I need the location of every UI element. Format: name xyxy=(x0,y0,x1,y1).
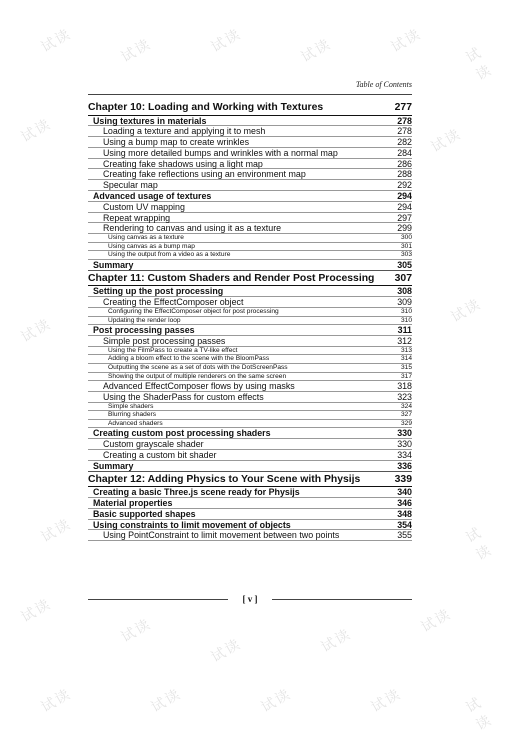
toc-entry-page: 284 xyxy=(397,147,412,158)
toc-entry-sub xyxy=(88,159,412,170)
toc-entry-title: Creating a custom bit shader xyxy=(103,450,217,461)
toc-entry-title: Using the output from a video as a texture xyxy=(108,251,231,259)
toc-entry-title: Rendering to canvas and using it as a texture xyxy=(103,223,282,234)
toc-entry-title: Material properties xyxy=(93,497,173,508)
toc-entry-sub xyxy=(88,126,412,137)
toc-entry-title: Custom grayscale shader xyxy=(103,439,204,450)
footer-rule-right xyxy=(272,599,412,600)
toc-entry-page: 314 xyxy=(400,355,412,363)
watermark-text: 试读 xyxy=(368,685,405,716)
toc-entry-title: Setting up the post processing xyxy=(93,286,224,297)
toc-entry-title: Simple post processing passes xyxy=(103,335,226,346)
toc-entry-title: Summary xyxy=(93,260,134,271)
page-number: [ v ] xyxy=(242,594,258,604)
toc-entry-sub xyxy=(88,381,412,392)
toc-entry-chapter xyxy=(88,473,412,488)
watermark-text: 试读 xyxy=(418,605,455,636)
toc-entry-section xyxy=(88,260,412,271)
toc-entry-section xyxy=(88,428,412,439)
toc-entry-subsub xyxy=(88,317,412,326)
toc-entry-page: 323 xyxy=(397,391,412,402)
toc-entry-page: 286 xyxy=(397,158,412,169)
toc-entry-section xyxy=(88,286,412,297)
toc-entry-subsub xyxy=(88,347,412,356)
toc-entry-title: Outputting the scene as a set of dots with the DotScreenPass xyxy=(108,363,288,371)
toc-entry-title: Using textures in materials xyxy=(93,115,207,126)
toc-entry-page: 315 xyxy=(400,363,412,371)
toc-entry-page: 348 xyxy=(397,508,412,519)
toc-entry-title: Basic supported shapes xyxy=(93,508,196,519)
toc-entry-page: 317 xyxy=(400,372,412,380)
toc-entry-page: 313 xyxy=(400,346,412,354)
toc-entry-sub xyxy=(88,450,412,461)
toc-entry-page: 329 xyxy=(400,419,412,427)
toc-entry-subsub xyxy=(88,308,412,317)
watermark-text: 试读 xyxy=(388,25,425,56)
toc-entry-chapter xyxy=(88,101,412,116)
watermark-text: 试读 xyxy=(38,515,75,546)
toc-entry-title: Using more detailed bumps and wrinkles with a normal map xyxy=(103,147,338,158)
toc-entry-title: Creating a basic Three.js scene ready for Physijs xyxy=(93,487,300,498)
toc-entry-subsub xyxy=(88,251,412,260)
watermark-text: 试读 xyxy=(208,25,245,56)
toc-entry-sub xyxy=(88,202,412,213)
toc-entry-section xyxy=(88,116,412,127)
toc-entry-page: 294 xyxy=(397,191,412,202)
toc-entry-page: 282 xyxy=(397,137,412,148)
toc-entry-sub xyxy=(88,530,412,541)
toc-entry-sub xyxy=(88,336,412,347)
toc-entry-title: Adding a bloom effect to the scene with the BloomPass xyxy=(108,355,270,363)
toc-entry-title: Using PointConstraint to limit movement between two points xyxy=(103,530,340,541)
header-rule xyxy=(88,94,412,95)
toc-entry-page: 330 xyxy=(397,428,412,439)
toc-entry-title: Advanced usage of textures xyxy=(93,191,212,202)
toc-entry-section xyxy=(88,191,412,202)
watermark-text: 试读 xyxy=(258,685,295,716)
toc-entry-page: 310 xyxy=(400,307,412,315)
watermark-text: 试读 xyxy=(463,44,496,84)
toc-entry-page: 340 xyxy=(397,487,412,498)
toc-entry-title: Loading a texture and applying it to mesh xyxy=(103,126,266,137)
toc-entry-page: 355 xyxy=(397,530,412,541)
watermark-text: 试读 xyxy=(428,125,465,156)
toc-entry-sub xyxy=(88,180,412,191)
page-footer xyxy=(88,592,412,606)
toc-entry-subsub xyxy=(88,234,412,243)
toc-entry-title: Advanced EffectComposer flows by using masks xyxy=(103,381,295,392)
running-header: Table of Contents xyxy=(355,80,412,89)
toc-entry-sub xyxy=(88,392,412,403)
toc-entry-title: Using constraints to limit movement of objects xyxy=(93,519,291,530)
toc-entry-title: Using a bump map to create wrinkles xyxy=(103,137,250,148)
toc-entry-page: 324 xyxy=(400,402,412,410)
toc-entry-subsub xyxy=(88,411,412,420)
toc-entry-page: 305 xyxy=(397,260,412,271)
toc-entry-page: 303 xyxy=(400,251,412,259)
toc-entry-title: Custom UV mapping xyxy=(103,201,185,212)
toc-entry-page: 278 xyxy=(397,126,412,137)
toc-entry-chapter xyxy=(88,272,412,287)
toc-entry-title: Simple shaders xyxy=(108,402,154,410)
toc-entry-section xyxy=(88,520,412,531)
toc-entry-sub xyxy=(88,169,412,180)
toc-entry-page: 318 xyxy=(397,381,412,392)
toc-entry-title: Chapter 11: Custom Shaders and Render Post Processing xyxy=(88,272,375,284)
toc-entry-page: 327 xyxy=(400,411,412,419)
toc-entry-subsub xyxy=(88,403,412,412)
toc-entry-title: Blurring shaders xyxy=(108,411,157,419)
watermark-text: 试读 xyxy=(463,694,496,734)
toc-entry-section xyxy=(88,487,412,498)
toc-entry-title: Chapter 12: Adding Physics to Your Scene with Physijs xyxy=(88,473,361,485)
toc-entry-page: 309 xyxy=(397,297,412,308)
toc-entry-sub xyxy=(88,137,412,148)
toc-entry-title: Creating fake reflections using an environment map xyxy=(103,169,306,180)
toc-entry-page: 288 xyxy=(397,169,412,180)
toc-entry-title: Configuring the EffectComposer object for post processing xyxy=(108,307,279,315)
toc-entry-sub xyxy=(88,439,412,450)
toc-entry-title: Creating fake shadows using a light map xyxy=(103,158,263,169)
toc-entry-title: Creating the EffectComposer object xyxy=(103,297,244,308)
toc-entry-page: 336 xyxy=(397,460,412,471)
toc-entry-title: Post processing passes xyxy=(93,325,195,336)
watermark-text: 试读 xyxy=(118,615,155,646)
toc-entry-page: 330 xyxy=(397,439,412,450)
toc-entry-title: Repeat wrapping xyxy=(103,212,171,223)
toc-entry-sub xyxy=(88,213,412,224)
watermark-text: 试读 xyxy=(463,524,496,564)
toc-entry-title: Chapter 10: Loading and Working with Textures xyxy=(88,102,324,113)
toc-entry-page: 312 xyxy=(397,335,412,346)
toc-entry-page: 297 xyxy=(397,212,412,223)
toc-entry-title: Summary xyxy=(93,460,134,471)
toc-entry-page: 307 xyxy=(394,272,412,284)
toc-entry-sub xyxy=(88,148,412,159)
watermark-text: 试读 xyxy=(38,25,75,56)
toc-entry-page: 292 xyxy=(397,180,412,191)
toc-entry-title: Using the FilmPass to create a TV-like effect xyxy=(108,346,238,354)
toc-entry-page: 310 xyxy=(400,316,412,324)
table-of-contents xyxy=(88,100,412,541)
toc-entry-title: Using canvas as a bump map xyxy=(108,242,195,250)
toc-entry-subsub xyxy=(88,355,412,364)
toc-entry-page: 299 xyxy=(397,223,412,234)
toc-entry-title: Showing the output of multiple renderers on the same screen xyxy=(108,372,287,380)
toc-entry-sub xyxy=(88,223,412,234)
watermark-text: 试读 xyxy=(118,35,155,66)
toc-entry-page: 308 xyxy=(397,286,412,297)
watermark-text: 试读 xyxy=(298,35,335,66)
toc-entry-page: 278 xyxy=(397,115,412,126)
toc-entry-subsub xyxy=(88,373,412,382)
watermark-text: 试读 xyxy=(448,295,485,326)
toc-entry-page: 300 xyxy=(400,234,412,242)
toc-entry-page: 346 xyxy=(397,497,412,508)
toc-entry-section xyxy=(88,325,412,336)
watermark-text: 试读 xyxy=(148,685,185,716)
toc-entry-subsub xyxy=(88,364,412,373)
toc-entry-page: 339 xyxy=(394,473,412,485)
toc-entry-title: Creating custom post processing shaders xyxy=(93,428,271,439)
watermark-text: 试读 xyxy=(38,685,75,716)
toc-entry-subsub xyxy=(88,243,412,252)
toc-entry-page: 301 xyxy=(400,242,412,250)
watermark-text: 试读 xyxy=(18,595,55,626)
watermark-text: 试读 xyxy=(18,315,55,346)
toc-entry-title: Using canvas as a texture xyxy=(108,234,184,242)
toc-entry-title: Updating the render loop xyxy=(108,316,181,324)
toc-entry-section xyxy=(88,461,412,472)
toc-entry-section xyxy=(88,509,412,520)
watermark-text: 试读 xyxy=(318,625,355,656)
toc-entry-page: 277 xyxy=(394,102,412,113)
toc-entry-title: Specular map xyxy=(103,180,158,191)
toc-entry-subsub xyxy=(88,420,412,429)
watermark-text: 试读 xyxy=(18,115,55,146)
watermark-text: 试读 xyxy=(208,635,245,666)
toc-entry-sub xyxy=(88,297,412,308)
toc-entry-page: 354 xyxy=(397,519,412,530)
toc-entry-page: 294 xyxy=(397,201,412,212)
toc-entry-title: Advanced shaders xyxy=(108,419,163,427)
toc-entry-page: 334 xyxy=(397,450,412,461)
toc-entry-title: Using the ShaderPass for custom effects xyxy=(103,391,264,402)
toc-entry-section xyxy=(88,498,412,509)
toc-entry-page: 311 xyxy=(397,325,412,336)
